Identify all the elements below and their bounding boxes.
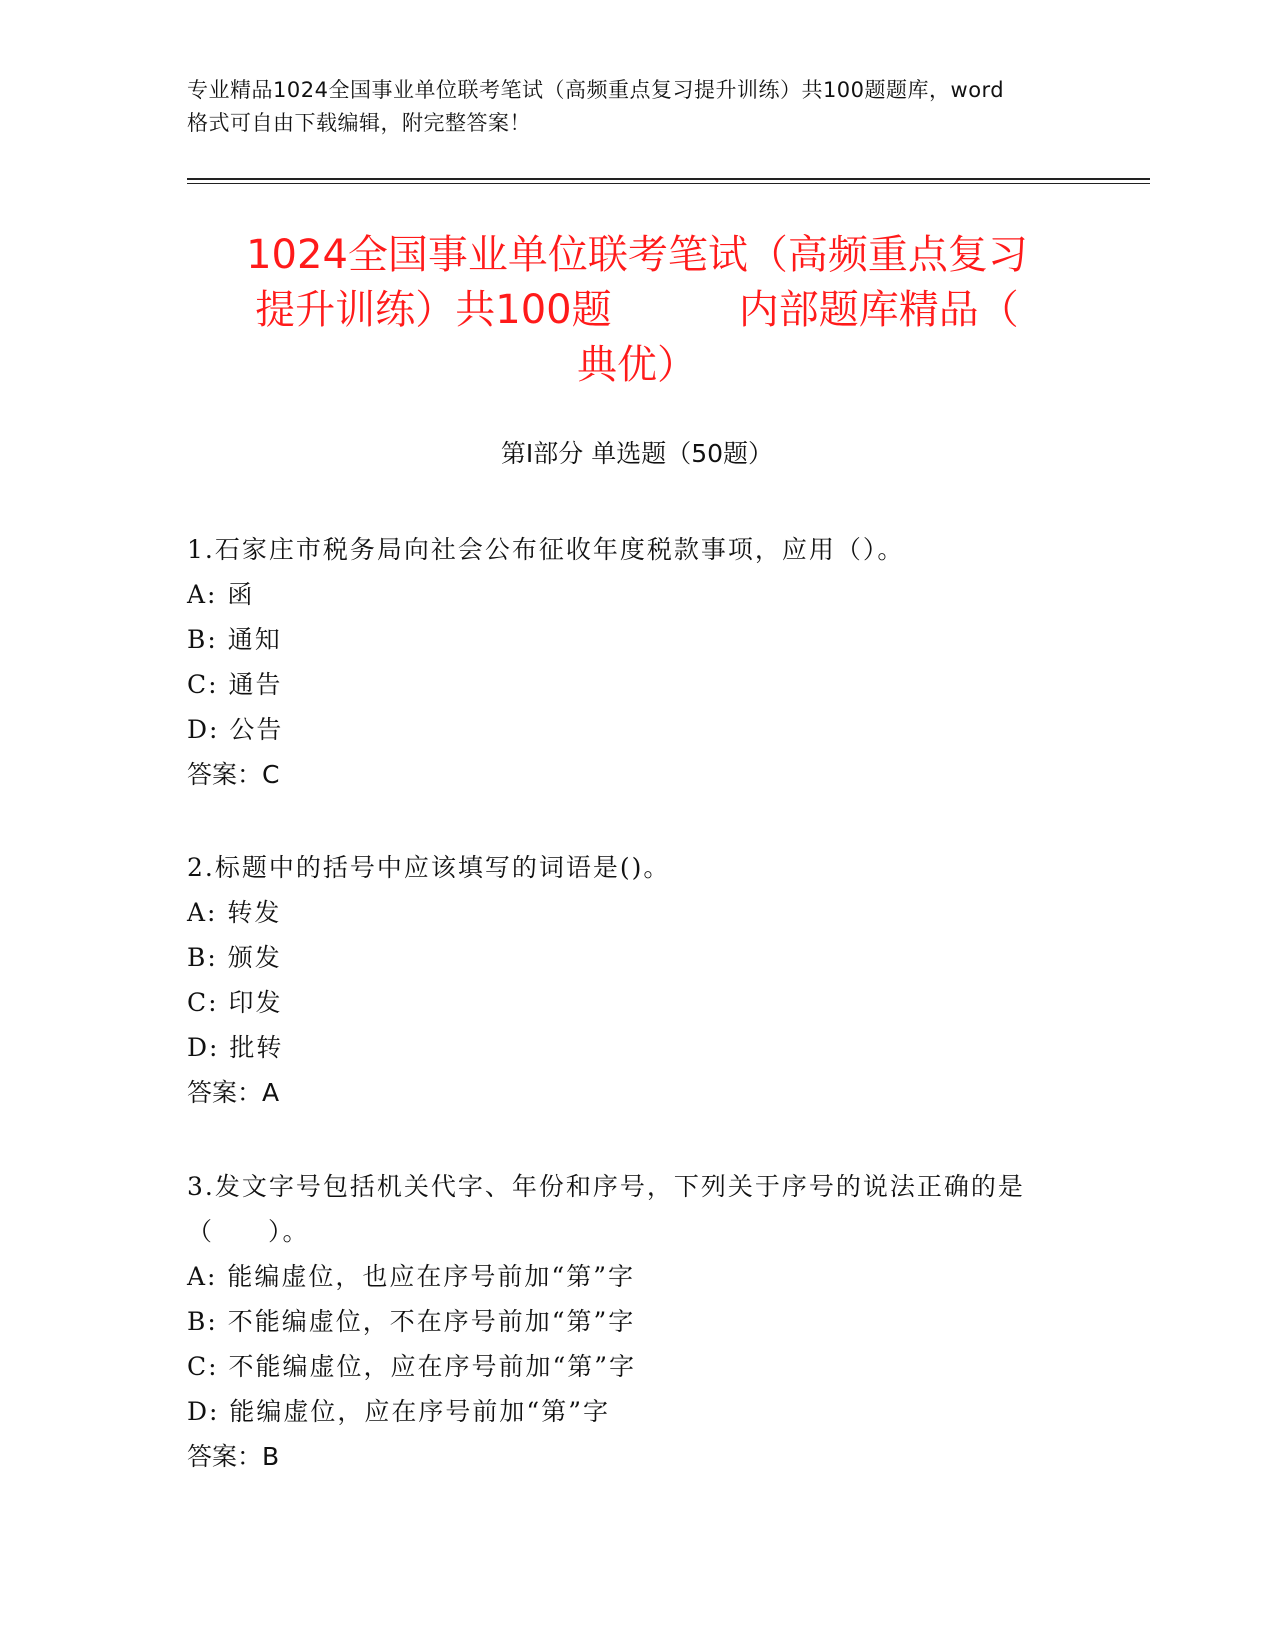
option-b: B: 颁发 — [187, 943, 282, 972]
option-c: C: 通告 — [187, 670, 283, 699]
header-note: 专业精品1024全国事业单位联考笔试（高频重点复习提升训练）共100题题库，word格式可自由下载编辑，附完整答案！ — [187, 78, 1005, 135]
option-a: A: 能编虚位，也应在序号前加“第”字 — [187, 1262, 635, 1291]
question-3 — [187, 1164, 1087, 1479]
title-line-2: 提升训练）共100题 内部题库精品（ — [255, 287, 1019, 333]
title-line-1: 1024全国事业单位联考笔试（高频重点复习 — [246, 232, 1028, 278]
header-rule-thin — [187, 183, 1150, 184]
header-rule-thick — [187, 178, 1150, 180]
answer: 答案：B — [187, 1442, 280, 1471]
answer: 答案：C — [187, 760, 280, 789]
section-heading: 第Ⅰ部分 单选题（50题） — [500, 439, 774, 468]
option-c: C: 印发 — [187, 988, 283, 1017]
option-c: C: 不能编虚位，应在序号前加“第”字 — [187, 1352, 637, 1381]
option-d: D: 批转 — [187, 1033, 284, 1062]
title-line-3: 典优） — [577, 342, 697, 388]
question-stem: 2.标题中的括号中应该填写的词语是()。 — [187, 853, 671, 882]
option-a: A: 转发 — [187, 898, 282, 927]
question-2 — [187, 845, 1087, 1115]
answer: 答案：A — [187, 1078, 280, 1107]
question-1 — [187, 527, 1087, 797]
option-b: B: 通知 — [187, 625, 282, 654]
question-stem: 1.石家庄市税务局向社会公布征收年度税款事项，应用（）。 — [187, 535, 905, 564]
option-d: D: 公告 — [187, 715, 284, 744]
option-d: D: 能编虚位，应在序号前加“第”字 — [187, 1397, 610, 1426]
option-b: B: 不能编虚位，不在序号前加“第”字 — [187, 1307, 636, 1336]
question-stem: 3.发文字号包括机关代字、年份和序号，下列关于序号的说法正确的是（ ）。 — [187, 1172, 1025, 1246]
option-a: A: 函 — [187, 580, 255, 609]
document-title — [187, 228, 1087, 393]
